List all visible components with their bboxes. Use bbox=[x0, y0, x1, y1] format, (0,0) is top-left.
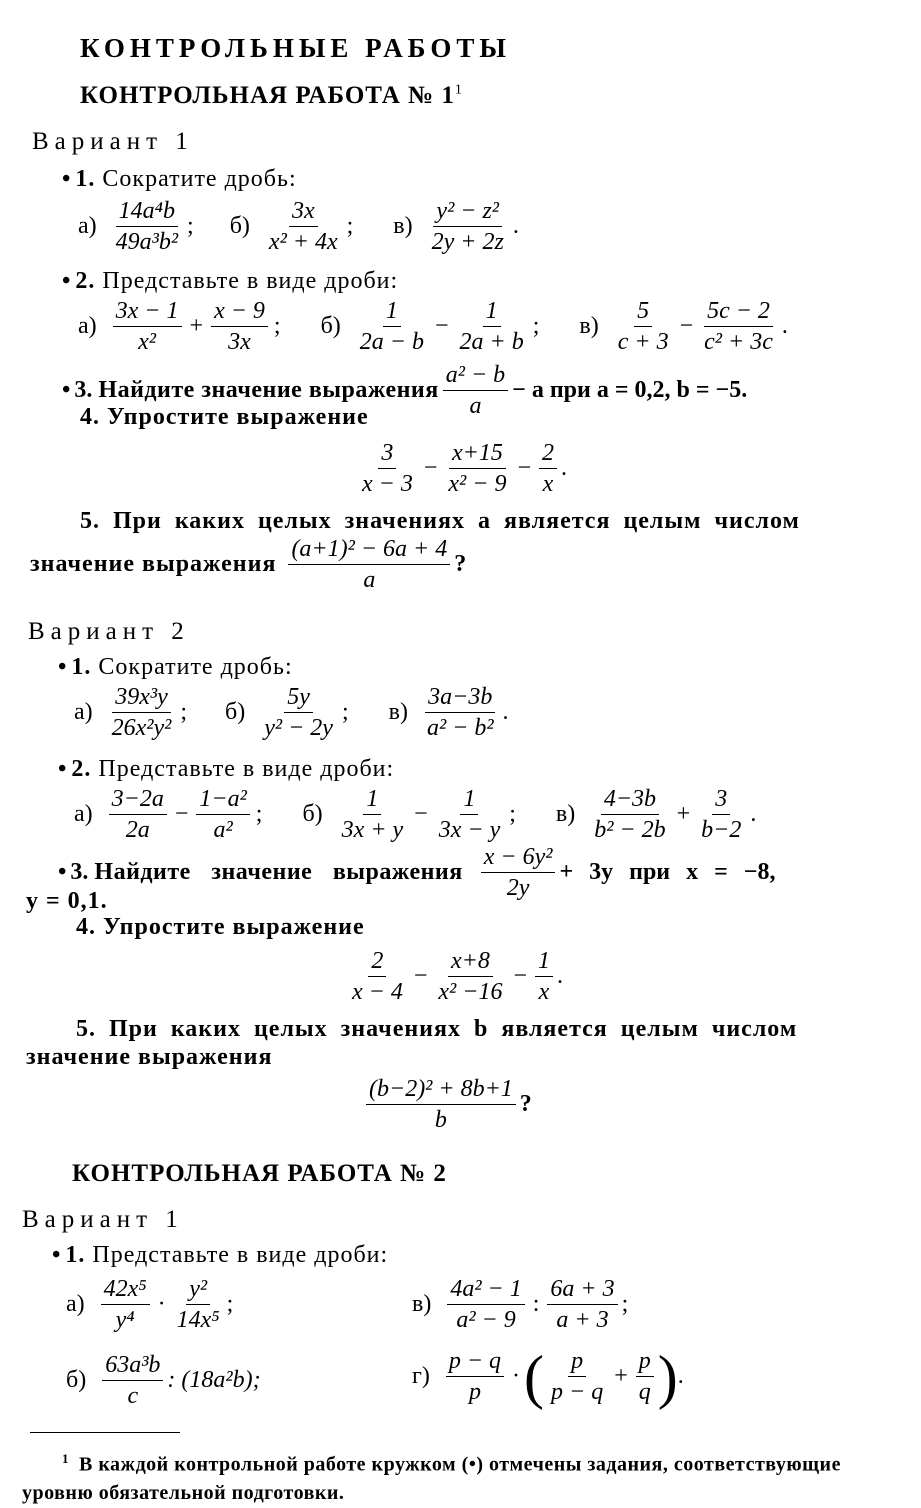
task-text: При каких целых значениях b является целым числом bbox=[109, 1016, 798, 1042]
numerator: 42x⁵ bbox=[101, 1274, 150, 1305]
denominator: b−2 bbox=[701, 817, 742, 843]
item-label: а) bbox=[66, 1291, 85, 1317]
punctuation: ; bbox=[255, 801, 263, 827]
numerator: 1 bbox=[535, 946, 553, 977]
task-number: 1. bbox=[75, 166, 96, 192]
operator: − bbox=[435, 313, 449, 339]
denominator: 2a − b bbox=[359, 329, 424, 355]
fraction bbox=[548, 1346, 606, 1407]
footnote-reference: 1 bbox=[454, 82, 463, 98]
fraction bbox=[447, 1274, 524, 1335]
v2-task-5-expression bbox=[362, 1074, 532, 1135]
fraction bbox=[535, 946, 553, 1007]
fraction bbox=[266, 196, 341, 257]
punctuation: ; bbox=[346, 213, 354, 239]
task-text: Сократите дробь: bbox=[98, 654, 293, 680]
task-text: Найдите значение выражения bbox=[98, 377, 439, 403]
punctuation: . bbox=[502, 699, 509, 725]
punctuation: ? bbox=[454, 551, 467, 577]
v2-task-1 bbox=[58, 654, 293, 681]
cr2-v1-task-1-item-b bbox=[66, 1350, 261, 1411]
fraction bbox=[424, 682, 497, 743]
fraction bbox=[481, 842, 556, 903]
punctuation: ; bbox=[621, 1291, 629, 1317]
item-label: в) bbox=[555, 801, 576, 827]
fraction bbox=[339, 784, 407, 845]
numerator: 3x − 1 bbox=[113, 296, 182, 327]
fraction bbox=[436, 784, 504, 845]
fraction bbox=[701, 296, 776, 357]
numerator: 1 bbox=[383, 296, 401, 327]
cr2-v1-task-1 bbox=[52, 1242, 388, 1269]
denominator: p bbox=[468, 1379, 481, 1405]
cr2-v1-task-1-item-v bbox=[412, 1274, 628, 1335]
item-label: а) bbox=[74, 801, 93, 827]
v2-task-3 bbox=[58, 842, 775, 903]
denominator: b² − 2b bbox=[594, 817, 666, 843]
numerator: 5 bbox=[634, 296, 652, 327]
fraction bbox=[174, 1274, 223, 1335]
denominator: x² + 4x bbox=[268, 229, 338, 255]
denominator: 3x + y bbox=[341, 817, 404, 843]
fraction bbox=[288, 534, 450, 595]
bullet-icon: • bbox=[62, 377, 71, 403]
denominator: x bbox=[542, 471, 554, 497]
denominator: a² bbox=[213, 817, 233, 843]
operator: + bbox=[189, 313, 204, 339]
denominator: a + 3 bbox=[556, 1307, 609, 1333]
numerator: (b−2)² + 8b+1 bbox=[366, 1074, 516, 1105]
numerator: y² bbox=[186, 1274, 210, 1305]
v1-task-5 bbox=[80, 508, 800, 535]
numerator: x − 6y² bbox=[481, 842, 556, 873]
numerator: x+8 bbox=[448, 946, 493, 977]
expression-tail: : (18a²b); bbox=[167, 1367, 261, 1393]
fraction bbox=[615, 296, 672, 357]
item-label: б) bbox=[302, 801, 323, 827]
numerator: 1 bbox=[363, 784, 381, 815]
fraction bbox=[446, 1346, 504, 1407]
cr2-v1-task-1-item-a bbox=[66, 1274, 233, 1335]
task-text: Упростите выражение bbox=[103, 914, 365, 940]
numerator: 3 bbox=[378, 438, 396, 469]
footnote-divider bbox=[30, 1432, 180, 1433]
task-number: 2. bbox=[71, 756, 92, 782]
task-number: 5. bbox=[80, 508, 100, 534]
punctuation: ; bbox=[226, 1291, 234, 1317]
v1-task-4 bbox=[80, 404, 369, 431]
fraction bbox=[211, 296, 268, 357]
fraction bbox=[109, 682, 175, 743]
item-label: а) bbox=[74, 699, 93, 725]
v2-task-3-line2: y = 0,1. bbox=[26, 888, 108, 914]
fraction bbox=[349, 946, 406, 1007]
bullet-icon: • bbox=[58, 859, 67, 885]
item-label: в) bbox=[412, 1291, 432, 1317]
cr2-v1-task-1-item-g bbox=[412, 1343, 684, 1410]
punctuation: . bbox=[750, 801, 757, 827]
fraction bbox=[113, 296, 182, 357]
fraction bbox=[698, 784, 744, 845]
task-number: 2. bbox=[75, 268, 96, 294]
denominator: x² −16 bbox=[438, 979, 503, 1005]
operator: · bbox=[157, 1291, 166, 1317]
numerator: 1 bbox=[460, 784, 478, 815]
denominator: x − 4 bbox=[352, 979, 403, 1005]
operator: − bbox=[174, 801, 189, 827]
numerator: 4−3b bbox=[601, 784, 659, 815]
v2-task-5-line2: значение выражения bbox=[26, 1044, 273, 1070]
bullet-icon: • bbox=[58, 654, 68, 680]
denominator: 3x − y bbox=[438, 817, 501, 843]
punctuation: . bbox=[781, 313, 788, 339]
numerator: (a+1)² − 6a + 4 bbox=[288, 534, 450, 565]
punctuation: ; bbox=[273, 313, 281, 339]
task-number: 4. bbox=[80, 404, 100, 430]
item-label: а) bbox=[78, 313, 97, 339]
punctuation: . bbox=[557, 963, 563, 989]
fraction bbox=[547, 1274, 617, 1335]
task-text: При каких целых значениях a является целым числом bbox=[113, 508, 800, 534]
right-parenthesis-icon: ) bbox=[657, 1343, 678, 1410]
operator: − bbox=[679, 313, 694, 339]
fraction bbox=[435, 946, 505, 1007]
task-text: Найдите значение выражения bbox=[94, 859, 463, 885]
denominator: x − 3 bbox=[362, 471, 413, 497]
task-number: 1. bbox=[71, 654, 92, 680]
page-title: КОНТРОЛЬНЫЕ РАБОТЫ bbox=[80, 33, 511, 63]
denominator: a bbox=[469, 393, 482, 419]
operator: : bbox=[532, 1291, 540, 1317]
v2-task-2 bbox=[58, 756, 394, 783]
bullet-icon: • bbox=[62, 166, 72, 192]
numerator: p bbox=[636, 1346, 654, 1377]
numerator: 3x bbox=[289, 196, 318, 227]
operator: − bbox=[414, 801, 428, 827]
numerator: 4a² − 1 bbox=[447, 1274, 524, 1305]
fraction bbox=[113, 196, 181, 257]
v1-task-2 bbox=[62, 268, 398, 295]
operator: − bbox=[517, 455, 531, 481]
v1-task-4-expression bbox=[355, 438, 567, 499]
fraction bbox=[457, 296, 527, 357]
item-label: б) bbox=[320, 313, 341, 339]
numerator: p − q bbox=[446, 1346, 504, 1377]
numerator: 39x³y bbox=[112, 682, 171, 713]
denominator: x² − 9 bbox=[448, 471, 507, 497]
task-number: 1. bbox=[65, 1242, 86, 1268]
denominator: b bbox=[434, 1107, 447, 1133]
denominator: a² − 9 bbox=[456, 1307, 516, 1333]
numerator: 3a−3b bbox=[425, 682, 495, 713]
numerator: 1−a² bbox=[196, 784, 249, 815]
fraction bbox=[109, 784, 167, 845]
item-label: а) bbox=[78, 213, 97, 239]
denominator: c + 3 bbox=[617, 329, 669, 355]
denominator: q bbox=[638, 1379, 651, 1405]
test-1-heading-text: КОНТРОЛЬНАЯ РАБОТА № 1 bbox=[80, 82, 455, 109]
denominator: c bbox=[127, 1383, 139, 1409]
punctuation: . bbox=[561, 455, 567, 481]
numerator: 5y bbox=[284, 682, 313, 713]
variant-2-label: Вариант 2 bbox=[28, 618, 190, 645]
numerator: 3 bbox=[712, 784, 730, 815]
punctuation: ; bbox=[180, 699, 188, 725]
fraction bbox=[196, 784, 249, 845]
fraction bbox=[445, 438, 509, 499]
operator: + bbox=[614, 1363, 628, 1389]
punctuation: . bbox=[512, 213, 519, 239]
denominator: c² + 3c bbox=[704, 329, 773, 355]
task-text: Представьте в виде дроби: bbox=[102, 268, 399, 294]
task-number: 5. bbox=[76, 1016, 96, 1042]
fraction bbox=[636, 1346, 654, 1407]
task-text-line2: значение выражения bbox=[30, 551, 277, 577]
v1-task-2-items bbox=[78, 296, 802, 357]
punctuation: ; bbox=[341, 699, 349, 725]
footnote bbox=[22, 1445, 912, 1507]
v2-task-1-items bbox=[74, 682, 523, 743]
denominator: 2a + b bbox=[459, 329, 524, 355]
task-text: Упростите выражение bbox=[107, 404, 369, 430]
operator: · bbox=[512, 1363, 521, 1389]
numerator: 5c − 2 bbox=[704, 296, 773, 327]
punctuation: ? bbox=[519, 1091, 532, 1117]
fraction bbox=[539, 438, 557, 499]
item-label: г) bbox=[412, 1363, 430, 1389]
numerator: p bbox=[568, 1346, 586, 1377]
task-number: 3. bbox=[70, 859, 89, 885]
punctuation: ; bbox=[532, 313, 540, 339]
task-tail: − a при a = 0,2, b = −5. bbox=[512, 377, 748, 403]
fraction bbox=[429, 196, 507, 257]
numerator: 3−2a bbox=[109, 784, 167, 815]
fraction bbox=[357, 296, 427, 357]
item-label: б) bbox=[229, 213, 250, 239]
test-1-heading bbox=[80, 82, 463, 110]
denominator: y² − 2y bbox=[264, 715, 333, 741]
fraction bbox=[101, 1274, 150, 1335]
numerator: 63a³b bbox=[102, 1350, 163, 1381]
footnote-mark: 1 bbox=[62, 1451, 69, 1466]
numerator: 6a + 3 bbox=[547, 1274, 617, 1305]
item-label: б) bbox=[225, 699, 246, 725]
fraction bbox=[102, 1350, 163, 1411]
item-label: в) bbox=[579, 313, 599, 339]
denominator: 2y + 2z bbox=[431, 229, 504, 255]
v1-task-1 bbox=[62, 166, 297, 193]
fraction bbox=[443, 360, 508, 421]
item-label: в) bbox=[393, 213, 413, 239]
bullet-icon: • bbox=[58, 756, 68, 782]
denominator: y⁴ bbox=[115, 1307, 135, 1333]
denominator: a bbox=[363, 567, 376, 593]
bullet-icon: • bbox=[62, 268, 72, 294]
numerator: 2 bbox=[368, 946, 386, 977]
denominator: a² − b² bbox=[426, 715, 494, 741]
bullet-icon: • bbox=[52, 1242, 62, 1268]
numerator: x+15 bbox=[449, 438, 506, 469]
task-text: Представьте в виде дроби: bbox=[92, 1242, 389, 1268]
left-parenthesis-icon: ( bbox=[524, 1343, 545, 1410]
fraction bbox=[591, 784, 668, 845]
v2-task-4 bbox=[76, 914, 365, 941]
task-text: Сократите дробь: bbox=[102, 166, 297, 192]
variant-1-label: Вариант 1 bbox=[32, 128, 194, 155]
operator: − bbox=[423, 455, 438, 481]
denominator: 2a bbox=[125, 817, 150, 843]
numerator: 14a⁴b bbox=[116, 196, 178, 227]
task-text: Представьте в виде дроби: bbox=[98, 756, 395, 782]
fraction bbox=[261, 682, 336, 743]
v1-task-1-items bbox=[78, 196, 533, 257]
numerator: 2 bbox=[539, 438, 557, 469]
fraction bbox=[366, 1074, 516, 1135]
test-2-heading: КОНТРОЛЬНАЯ РАБОТА № 2 bbox=[72, 1160, 447, 1187]
cr2-variant-1-label: Вариант 1 bbox=[22, 1206, 184, 1233]
operator: − bbox=[513, 963, 527, 989]
denominator: 26x²y² bbox=[111, 715, 172, 741]
task-number: 4. bbox=[76, 914, 96, 940]
operator: − bbox=[413, 963, 428, 989]
numerator: y² − z² bbox=[433, 196, 502, 227]
punctuation: ; bbox=[509, 801, 516, 827]
footnote-text: В каждой контрольной работе кружком (•) отмечены задания, соответствующие уровню обязательной подготовки. bbox=[22, 1453, 841, 1504]
operator: + bbox=[676, 801, 691, 827]
denominator: p − q bbox=[551, 1379, 604, 1405]
numerator: a² − b bbox=[443, 360, 508, 391]
denominator: x bbox=[538, 979, 550, 1005]
task-number: 3. bbox=[74, 377, 93, 403]
v2-task-2-items bbox=[74, 784, 770, 845]
punctuation: . bbox=[677, 1363, 684, 1389]
numerator: 1 bbox=[483, 296, 501, 327]
denominator: 14x⁵ bbox=[176, 1307, 220, 1333]
item-label: в) bbox=[388, 699, 408, 725]
v2-task-4-expression bbox=[345, 946, 563, 1007]
denominator: 2y bbox=[506, 875, 530, 901]
numerator: x − 9 bbox=[211, 296, 268, 327]
task-tail: + 3y при x = −8, bbox=[559, 859, 776, 885]
fraction bbox=[359, 438, 416, 499]
denominator: 3x bbox=[228, 329, 251, 355]
item-label: б) bbox=[66, 1367, 87, 1393]
v2-task-5 bbox=[76, 1016, 797, 1043]
v1-task-5-expression bbox=[30, 534, 466, 595]
denominator: x² bbox=[138, 329, 157, 355]
denominator: 49a³b² bbox=[115, 229, 179, 255]
punctuation: ; bbox=[187, 213, 194, 239]
